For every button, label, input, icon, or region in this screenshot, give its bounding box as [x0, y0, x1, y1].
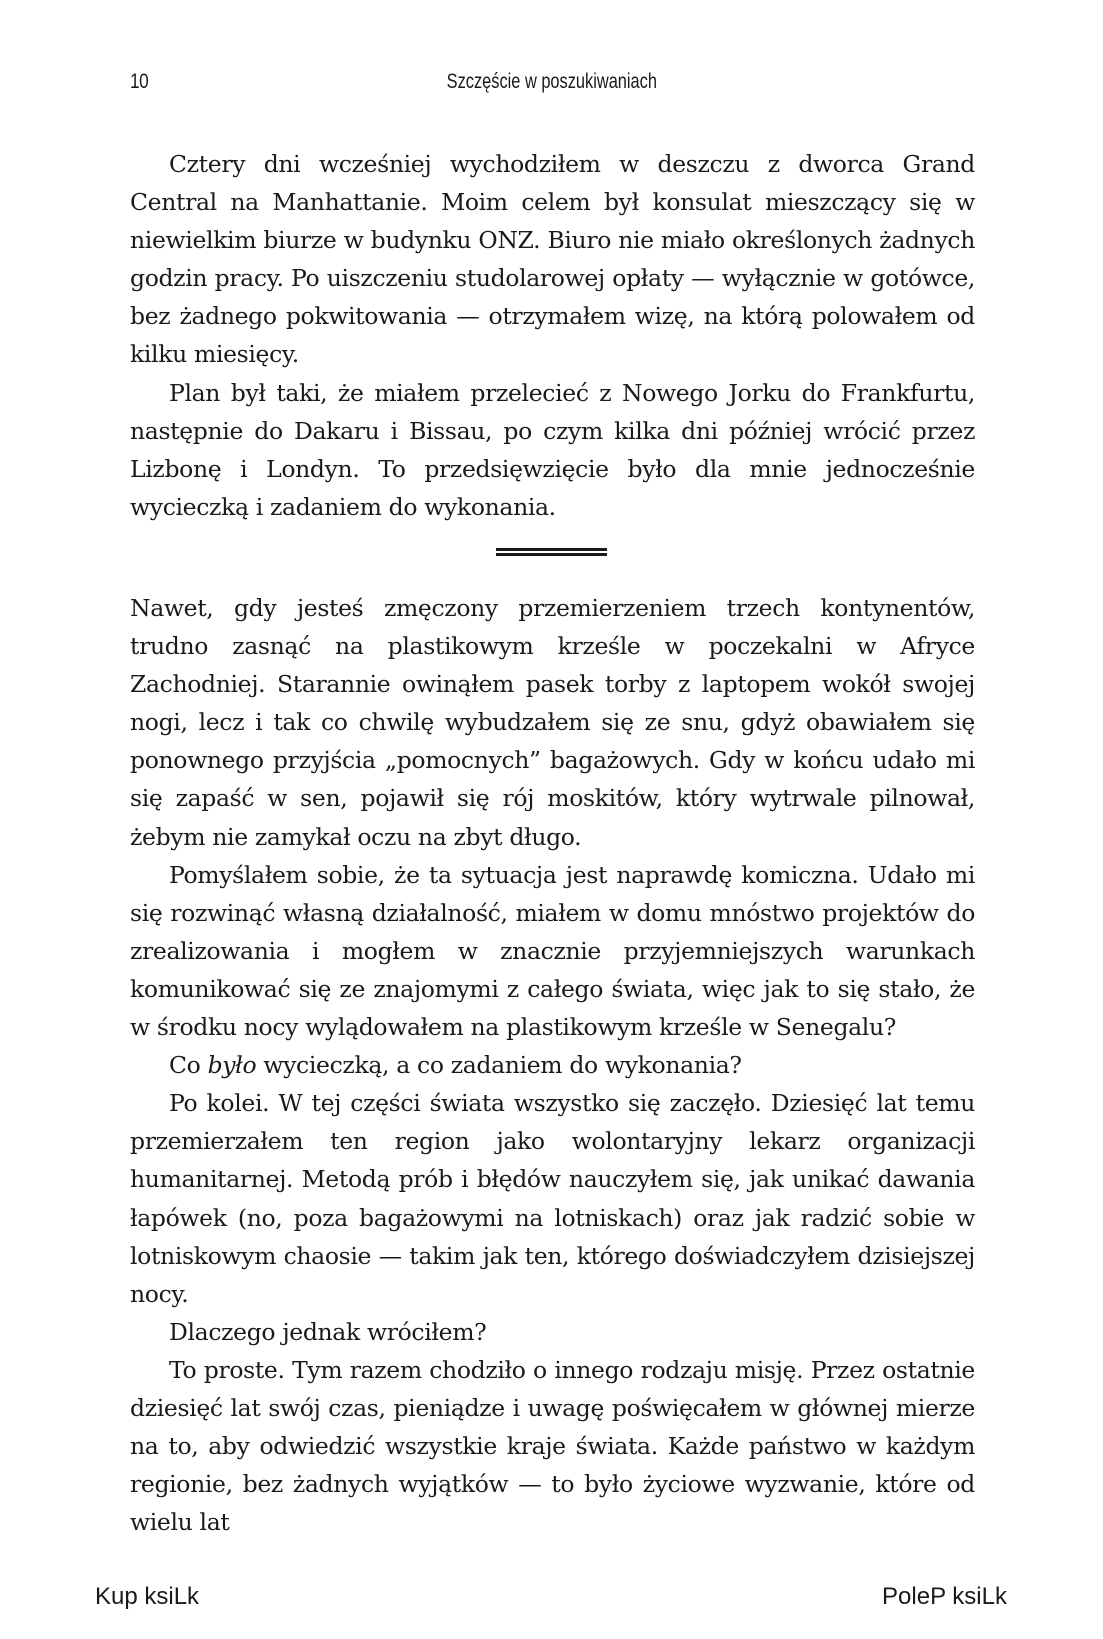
paragraph: Dlaczego jednak wróciłem? [169, 1317, 487, 1346]
section-break-ornament [496, 548, 607, 556]
ornament-line-top [496, 548, 607, 551]
text-run: wycieczką, a co zadaniem do wykonania? [256, 1051, 742, 1080]
paragraph: Plan był taki, że miałem przelecieć z Nowego Jorku do Frankfurtu, następnie do Dakaru i Bissau, po czym kilka dni później wrócić przez Lizbonę i Londyn. To przedsięwzięcie było dla mnie jednocześnie wycieczką i zadaniem do wykonania. [130, 378, 975, 521]
paragraph: Pomyślałem sobie, że ta sytuacja jest naprawdę komiczna. Udało mi się rozwinąć własną działalność, miałem w domu mnóstwo projektów do zrealizowania i mogłem w znacznie przyjemniejszych warunkach komunikować się ze znajomymi z całego świata, więc jak to się stało, że w środku nocy wylądowałem na plastikowym krześle w Senegalu? [130, 860, 975, 1042]
running-title-text: Szczęście w poszukiwaniach [446, 70, 657, 93]
text-run: Co [169, 1051, 208, 1080]
ornament-line-bottom [496, 553, 607, 556]
running-title [0, 70, 1103, 94]
paragraph: To proste. Tym razem chodziło o innego rodzaju misję. Przez ostatnie dziesięć lat swój czas, pieniądze i uwagę poświęcałem w głównej mierze na to, aby odwiedzić wszystkie kraje świata. Każde państwo w każdym regionie, bez żadnych wyjątków — to było życiowe wyzwanie, które od wielu lat [130, 1355, 975, 1537]
recommend-book-link[interactable]: PoleP ksiLk [882, 1583, 1007, 1610]
section-one [130, 145, 975, 526]
paragraph: Nawet, gdy jesteś zmęczony przemierzeniem trzech kontynentów, trudno zasnąć na plastikowym krześle w poczekalni w Afryce Zachodniej. Starannie owinąłem pasek torby z laptopem wokół swojej nogi, lecz i tak co chwilę wybudzałem się ze snu, gdyż obawiałem się ponownego przyjścia „pomocnych” bagażowych. Gdy w końcu udało mi się zapaść w sen, pojawił się rój moskitów, który wytrwale pilnował, żebym nie zamykał oczu na zbyt długo. [130, 594, 975, 851]
paragraph: Cztery dni wcześniej wychodziłem w deszczu z dworca Grand Central na Manhattanie. Moim celem był konsulat mieszczący się w niewielkim biurze w budynku ONZ. Biuro nie miało określonych żadnych godzin pracy. Po uiszczeniu studolarowej opłaty — wyłącznie w gotówce, bez żadnego pokwitowania — otrzymałem wizę, na którą polowałem od kilku miesięcy. [130, 150, 975, 369]
paragraph: Po kolei. W tej części świata wszystko się zaczęło. Dziesięć lat temu przemierzałem ten region jako wolontaryjny lekarz organizacji humanitarnej. Metodą prób i błędów nauczyłem się, jak unikać dawania łapówek (no, poza bagażowymi na lotniskach) oraz jak radzić sobie w lotniskowym chaosie — takim jak ten, którego doświadczyłem dzisiejszej nocy. [130, 1089, 975, 1308]
emphasis: było [207, 1051, 257, 1080]
page-number: 10 [130, 70, 149, 93]
section-two [130, 589, 975, 1541]
buy-book-link[interactable]: Kup ksiLk [95, 1583, 200, 1610]
paragraph [130, 1046, 975, 1084]
